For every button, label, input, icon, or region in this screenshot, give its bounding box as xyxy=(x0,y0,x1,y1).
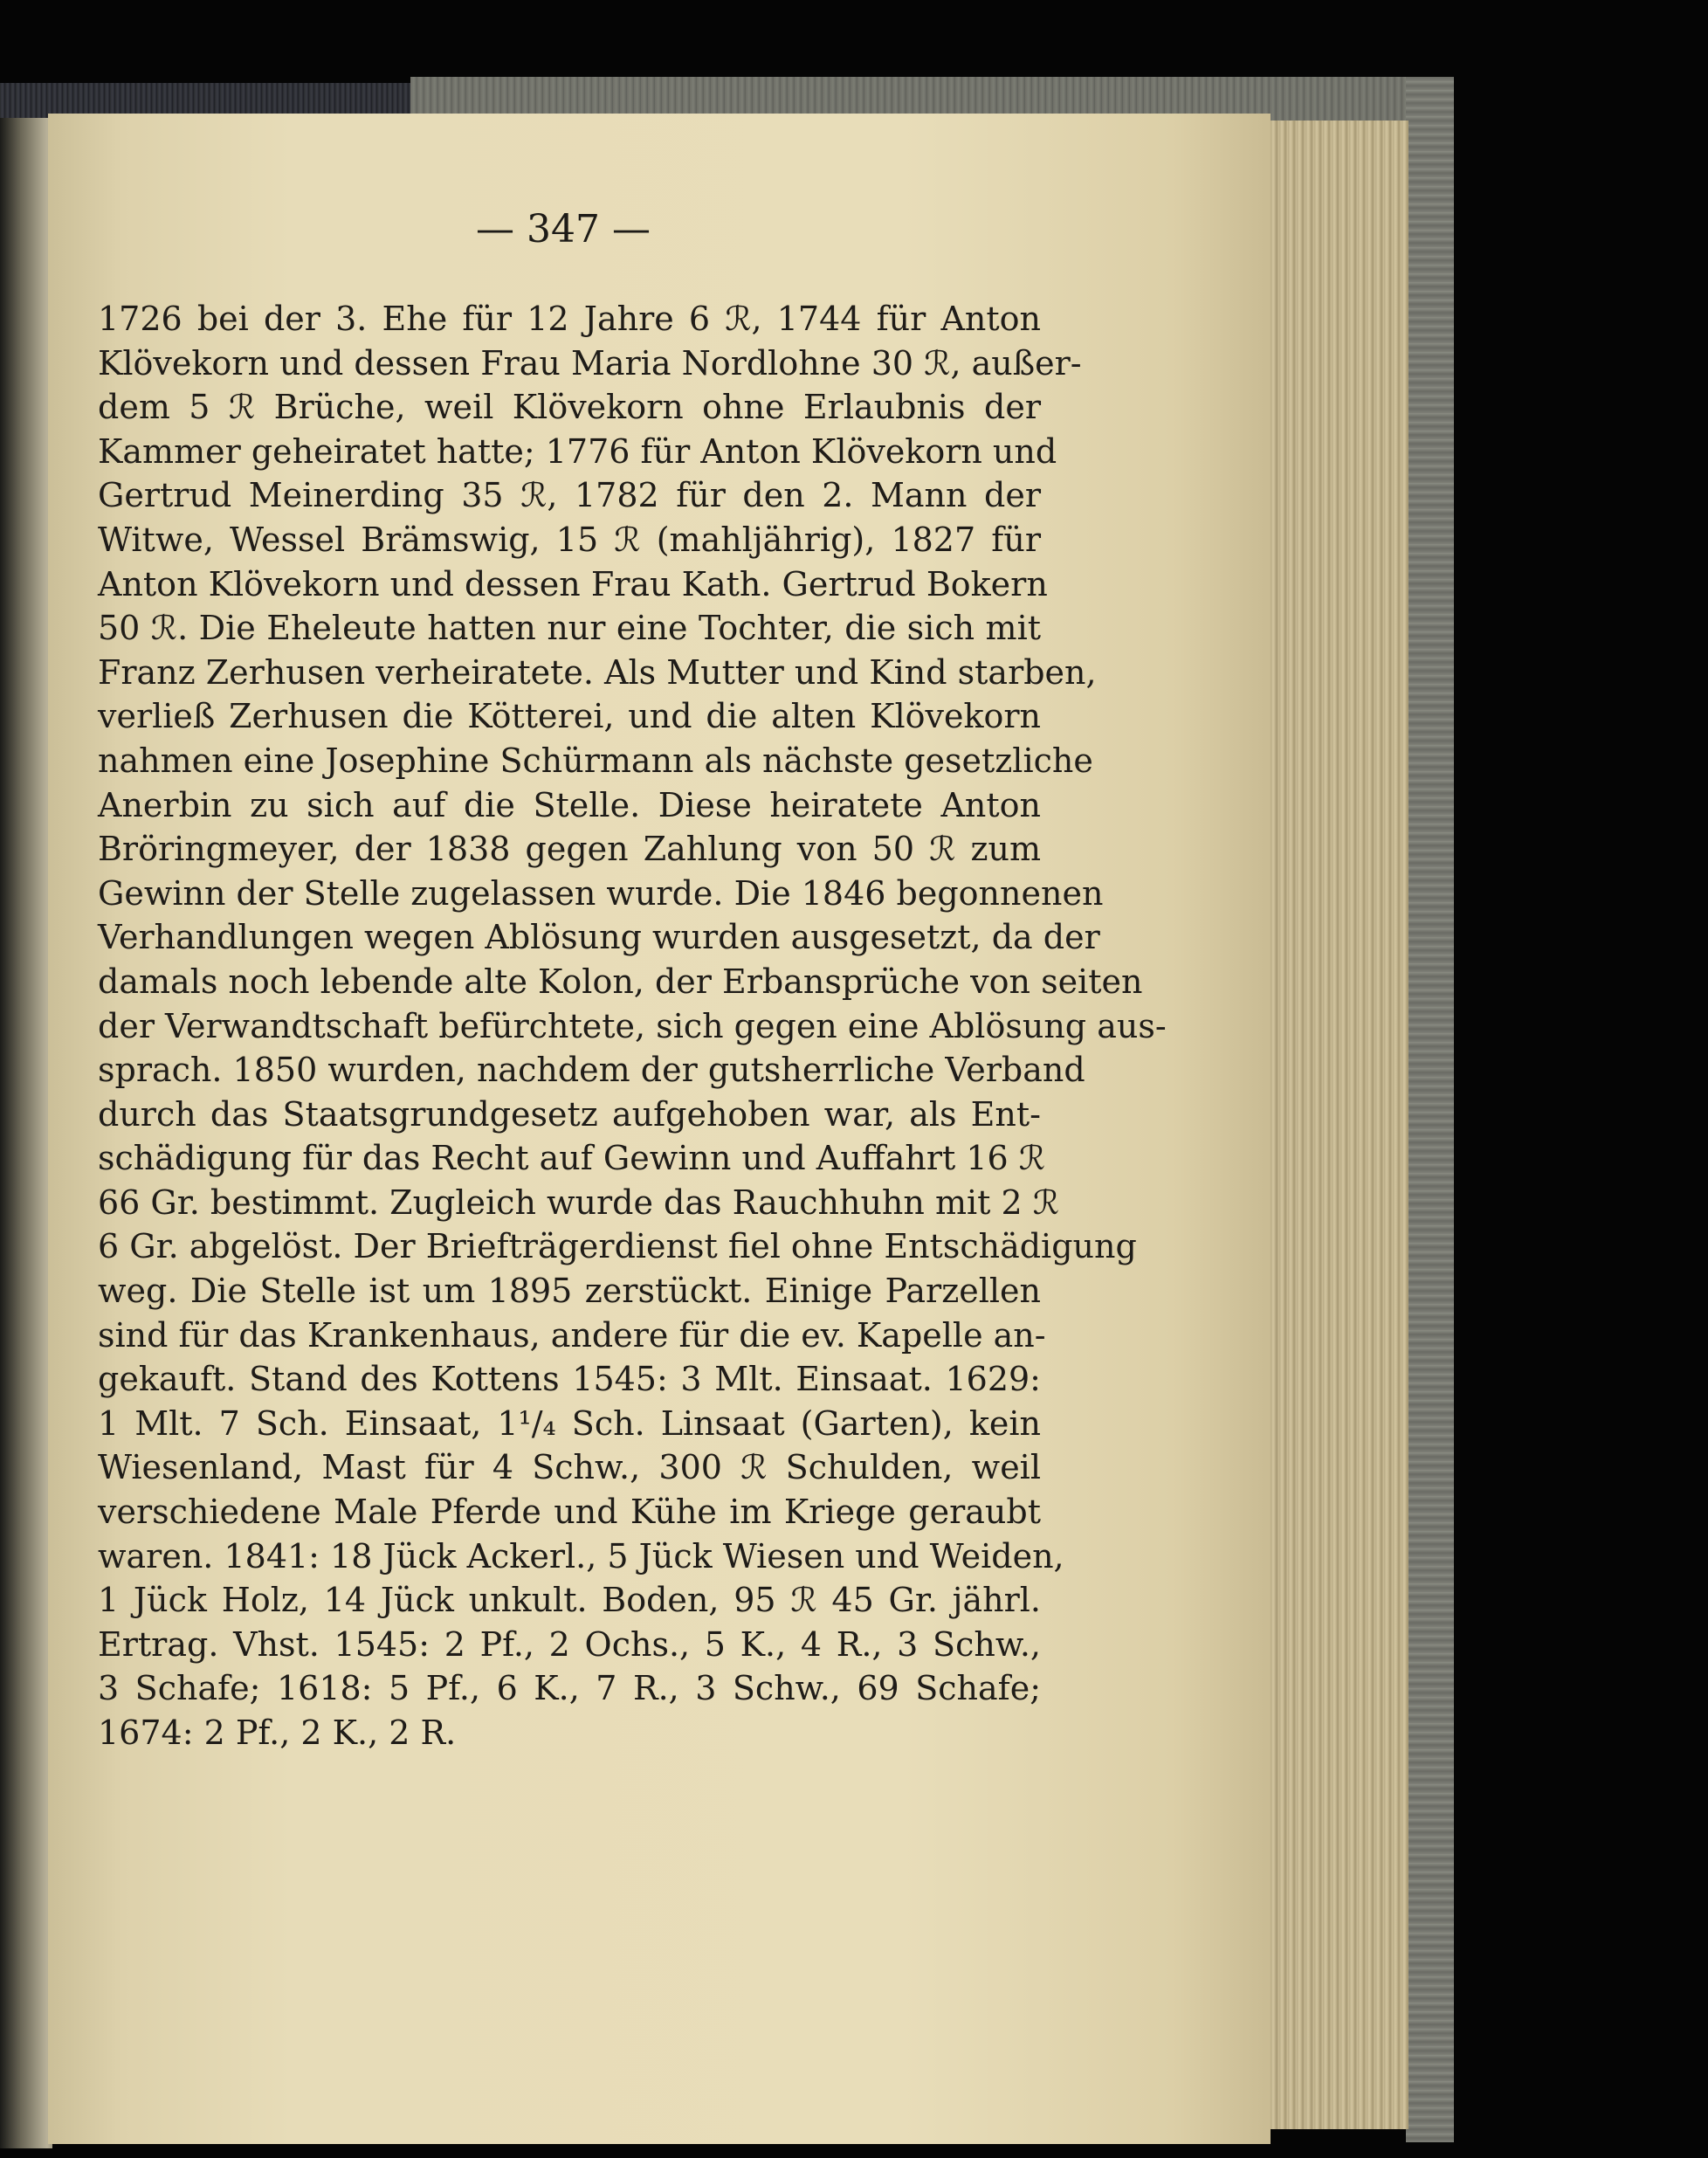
text-line: sprach. 1850 wurden, nachdem der gutsherrliche Verband xyxy=(98,1051,1085,1090)
text-line: verließ Zerhusen die Kötterei, und die alten Klövekorn xyxy=(98,697,1041,736)
text-line: sind für das Krankenhaus, andere für die ev. Kapelle an- xyxy=(98,1315,1046,1355)
page-number: — 347 — xyxy=(476,207,651,252)
text-line: 66 Gr. bestimmt. Zugleich wurde das Rauchhuhn mit 2 ℛ xyxy=(98,1182,1060,1222)
text-line: waren. 1841: 18 Jück Ackerl., 5 Jück Wiesen und Weiden, xyxy=(98,1536,1064,1575)
text-line: Franz Zerhusen verheiratete. Als Mutter und Kind starben, xyxy=(98,652,1097,692)
text-line: Witwe, Wessel Brämswig, 15 ℛ (mahljährig), 1827 für xyxy=(98,520,1041,559)
text-line: 1 Jück Holz, 14 Jück unkult. Boden, 95 ℛ 45 Gr. jährl. xyxy=(98,1581,1041,1620)
text-line: der Verwandtschaft befürchtete, sich gegen eine Ablösung aus- xyxy=(98,1006,1167,1045)
text-line: 50 ℛ. Die Eheleute hatten nur eine Tochter, die sich mit xyxy=(98,609,1041,648)
cover-board-right xyxy=(1406,77,1454,2142)
text-line: Klövekorn und dessen Frau Maria Nordlohne 30 ℛ, außer- xyxy=(98,343,1082,383)
text-line: dem 5 ℛ Brüche, weil Klövekorn ohne Erlaubnis der xyxy=(98,388,1041,427)
text-line: weg. Die Stelle ist um 1895 zerstückt. Einige Parzellen xyxy=(98,1272,1041,1311)
text-line: gekauft. Stand des Kottens 1545: 3 Mlt. Einsaat. 1629: xyxy=(98,1360,1041,1399)
page-body-text xyxy=(98,297,1167,1755)
left-page-edge xyxy=(0,87,52,2148)
text-line: 1726 bei der 3. Ehe für 12 Jahre 6 ℛ, 1744 für Anton xyxy=(98,300,1041,338)
text-line: Gewinn der Stelle zugelassen wurde. Die 1846 begonnenen xyxy=(98,873,1104,913)
text-line: Gertrud Meinerding 35 ℛ, 1782 für den 2. Mann der xyxy=(98,476,1041,515)
text-line: 1 Mlt. 7 Sch. Einsaat, 1¹/₄ Sch. Linsaat (Garten), kein xyxy=(98,1403,1041,1443)
text-line: Anerbin zu sich auf die Stelle. Diese heiratete Anton xyxy=(98,785,1041,824)
text-line: nahmen eine Josephine Schürmann als nächste gesetzliche xyxy=(98,741,1093,780)
text-line: durch das Staatsgrundgesetz aufgehoben war, als Ent- xyxy=(98,1094,1041,1134)
text-line: 6 Gr. abgelöst. Der Briefträgerdienst fiel ohne Entschädigung xyxy=(98,1227,1137,1266)
binding-strip xyxy=(0,83,419,118)
text-line: schädigung für das Recht auf Gewinn und Auffahrt 16 ℛ xyxy=(98,1139,1046,1178)
text-line: Wiesenland, Mast für 4 Schw., 300 ℛ Schulden, weil xyxy=(98,1448,1041,1487)
text-line: Bröringmeyer, der 1838 gegen Zahlung von 50 ℛ zum xyxy=(98,830,1041,869)
text-line: Anton Klövekorn und dessen Frau Kath. Gertrud Bokern xyxy=(98,564,1048,603)
text-line: Kammer geheiratet hatte; 1776 für Anton Klövekorn und xyxy=(98,431,1057,471)
text-line: Ertrag. Vhst. 1545: 2 Pf., 2 Ochs., 5 K., 4 R., 3 Schw., xyxy=(98,1624,1041,1664)
text-line: verschiedene Male Pferde und Kühe im Kriege geraubt xyxy=(98,1493,1041,1532)
text-line: 3 Schafe; 1618: 5 Pf., 6 K., 7 R., 3 Schw., 69 Schafe; xyxy=(98,1669,1041,1708)
text-line: Verhandlungen wegen Ablösung wurden ausgesetzt, da der xyxy=(98,918,1100,957)
text-line: 1674: 2 Pf., 2 K., 2 R. xyxy=(98,1713,457,1752)
text-line: damals noch lebende alte Kolon, der Erbansprüche von seiten xyxy=(98,962,1143,1001)
